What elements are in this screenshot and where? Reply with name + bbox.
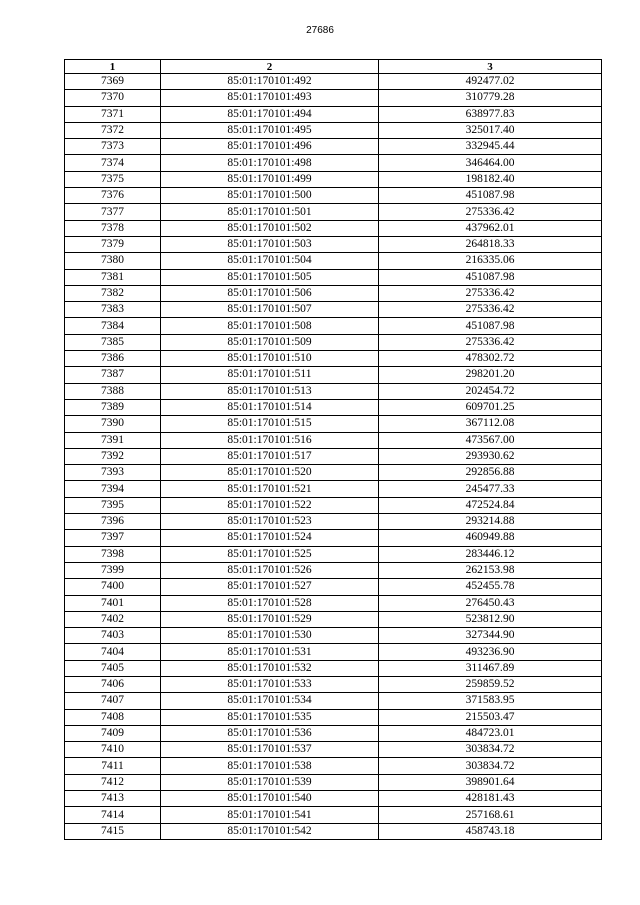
row-number-cell: 7379 [65, 236, 161, 252]
table-row [65, 628, 602, 644]
value-cell: 275336.42 [379, 204, 602, 220]
value-cell: 325017.40 [379, 122, 602, 138]
table-row [65, 334, 602, 350]
row-number-cell: 7392 [65, 448, 161, 464]
value-cell: 428181.43 [379, 791, 602, 807]
cadastral-number-cell: 85:01:170101:509 [161, 334, 379, 350]
row-number-cell: 7403 [65, 628, 161, 644]
table-row [65, 676, 602, 692]
table-row [65, 742, 602, 758]
row-number-cell: 7398 [65, 546, 161, 562]
value-cell: 293930.62 [379, 448, 602, 464]
cadastral-number-cell: 85:01:170101:523 [161, 514, 379, 530]
value-cell: 609701.25 [379, 399, 602, 415]
row-number-cell: 7411 [65, 758, 161, 774]
row-number-cell: 7372 [65, 122, 161, 138]
cadastral-number-cell: 85:01:170101:507 [161, 302, 379, 318]
value-cell: 262153.98 [379, 562, 602, 578]
cadastral-number-cell: 85:01:170101:494 [161, 106, 379, 122]
row-number-cell: 7413 [65, 791, 161, 807]
row-number-cell: 7408 [65, 709, 161, 725]
table-row [65, 465, 602, 481]
table-row [65, 90, 602, 106]
row-number-cell: 7378 [65, 220, 161, 236]
row-number-cell: 7394 [65, 481, 161, 497]
row-number-cell: 7371 [65, 106, 161, 122]
cadastral-number-cell: 85:01:170101:508 [161, 318, 379, 334]
cadastral-number-cell: 85:01:170101:506 [161, 285, 379, 301]
value-cell: 451087.98 [379, 318, 602, 334]
cadastral-number-cell: 85:01:170101:533 [161, 676, 379, 692]
value-cell: 283446.12 [379, 546, 602, 562]
row-number-cell: 7380 [65, 253, 161, 269]
row-number-cell: 7399 [65, 562, 161, 578]
table-row [65, 644, 602, 660]
cadastral-number-cell: 85:01:170101:537 [161, 742, 379, 758]
table-row [65, 514, 602, 530]
cadastral-number-cell: 85:01:170101:511 [161, 367, 379, 383]
page-number: 27686 [306, 25, 334, 36]
cadastral-number-cell: 85:01:170101:527 [161, 579, 379, 595]
row-number-cell: 7397 [65, 530, 161, 546]
row-number-cell: 7396 [65, 514, 161, 530]
cadastral-number-cell: 85:01:170101:529 [161, 611, 379, 627]
table-row [65, 758, 602, 774]
table-row [65, 823, 602, 839]
value-cell: 346464.00 [379, 155, 602, 171]
row-number-cell: 7381 [65, 269, 161, 285]
row-number-cell: 7383 [65, 302, 161, 318]
value-cell: 298201.20 [379, 367, 602, 383]
table-row [65, 122, 602, 138]
row-number-cell: 7407 [65, 693, 161, 709]
cadastral-number-cell: 85:01:170101:521 [161, 481, 379, 497]
value-cell: 327344.90 [379, 628, 602, 644]
row-number-cell: 7406 [65, 676, 161, 692]
value-cell: 202454.72 [379, 383, 602, 399]
table-row [65, 220, 602, 236]
row-number-cell: 7404 [65, 644, 161, 660]
table-row [65, 481, 602, 497]
table-row [65, 693, 602, 709]
row-number-cell: 7410 [65, 742, 161, 758]
value-cell: 276450.43 [379, 595, 602, 611]
cadastral-number-cell: 85:01:170101:493 [161, 90, 379, 106]
value-cell: 264818.33 [379, 236, 602, 252]
table-row [65, 269, 602, 285]
value-cell: 638977.83 [379, 106, 602, 122]
table-row [65, 204, 602, 220]
row-number-cell: 7412 [65, 774, 161, 790]
table-row [65, 595, 602, 611]
row-number-cell: 7385 [65, 334, 161, 350]
cadastral-number-cell: 85:01:170101:504 [161, 253, 379, 269]
row-number-cell: 7375 [65, 171, 161, 187]
value-cell: 437962.01 [379, 220, 602, 236]
table-row [65, 416, 602, 432]
cadastral-number-cell: 85:01:170101:531 [161, 644, 379, 660]
row-number-cell: 7391 [65, 432, 161, 448]
value-cell: 245477.33 [379, 481, 602, 497]
table-row [65, 399, 602, 415]
value-cell: 303834.72 [379, 758, 602, 774]
value-cell: 292856.88 [379, 465, 602, 481]
cadastral-number-cell: 85:01:170101:530 [161, 628, 379, 644]
table-row [65, 725, 602, 741]
table-row [65, 709, 602, 725]
row-number-cell: 7386 [65, 351, 161, 367]
row-number-cell: 7395 [65, 497, 161, 513]
row-number-cell: 7370 [65, 90, 161, 106]
cadastral-number-cell: 85:01:170101:502 [161, 220, 379, 236]
table-row [65, 74, 602, 90]
row-number-cell: 7384 [65, 318, 161, 334]
row-number-cell: 7393 [65, 465, 161, 481]
cadastral-number-cell: 85:01:170101:513 [161, 383, 379, 399]
table-row [65, 497, 602, 513]
row-number-cell: 7389 [65, 399, 161, 415]
column-header-1: 1 [65, 60, 161, 74]
value-cell: 472524.84 [379, 497, 602, 513]
table-row [65, 546, 602, 562]
value-cell: 492477.02 [379, 74, 602, 90]
row-number-cell: 7390 [65, 416, 161, 432]
cadastral-number-cell: 85:01:170101:514 [161, 399, 379, 415]
table-row [65, 253, 602, 269]
value-cell: 216335.06 [379, 253, 602, 269]
cadastral-number-cell: 85:01:170101:525 [161, 546, 379, 562]
row-number-cell: 7369 [65, 74, 161, 90]
table-row [65, 106, 602, 122]
table-row [65, 530, 602, 546]
row-number-cell: 7402 [65, 611, 161, 627]
row-number-cell: 7405 [65, 660, 161, 676]
row-number-cell: 7382 [65, 285, 161, 301]
row-number-cell: 7414 [65, 807, 161, 823]
cadastral-number-cell: 85:01:170101:540 [161, 791, 379, 807]
table-row [65, 791, 602, 807]
value-cell: 275336.42 [379, 334, 602, 350]
cadastral-number-cell: 85:01:170101:520 [161, 465, 379, 481]
table-row [65, 660, 602, 676]
cadastral-number-cell: 85:01:170101:532 [161, 660, 379, 676]
cadastral-number-cell: 85:01:170101:501 [161, 204, 379, 220]
row-number-cell: 7374 [65, 155, 161, 171]
table-row [65, 139, 602, 155]
table-row [65, 774, 602, 790]
table-body [65, 74, 602, 840]
value-cell: 398901.64 [379, 774, 602, 790]
table-row [65, 367, 602, 383]
value-cell: 259859.52 [379, 676, 602, 692]
table-header-row [65, 60, 602, 74]
cadastral-number-cell: 85:01:170101:528 [161, 595, 379, 611]
row-number-cell: 7387 [65, 367, 161, 383]
row-number-cell: 7409 [65, 725, 161, 741]
cadastral-number-cell: 85:01:170101:499 [161, 171, 379, 187]
value-cell: 523812.90 [379, 611, 602, 627]
table-row [65, 236, 602, 252]
value-cell: 458743.18 [379, 823, 602, 839]
cadastral-number-cell: 85:01:170101:539 [161, 774, 379, 790]
value-cell: 275336.42 [379, 302, 602, 318]
value-cell: 493236.90 [379, 644, 602, 660]
cadastral-number-cell: 85:01:170101:541 [161, 807, 379, 823]
cadastral-number-cell: 85:01:170101:505 [161, 269, 379, 285]
table-row [65, 383, 602, 399]
cadastral-number-cell: 85:01:170101:495 [161, 122, 379, 138]
table-row [65, 562, 602, 578]
row-number-cell: 7373 [65, 139, 161, 155]
value-cell: 367112.08 [379, 416, 602, 432]
table-row [65, 285, 602, 301]
value-cell: 303834.72 [379, 742, 602, 758]
cadastral-number-cell: 85:01:170101:524 [161, 530, 379, 546]
value-cell: 293214.88 [379, 514, 602, 530]
cadastral-number-cell: 85:01:170101:536 [161, 725, 379, 741]
table-row [65, 807, 602, 823]
value-cell: 478302.72 [379, 351, 602, 367]
table-row [65, 155, 602, 171]
value-cell: 332945.44 [379, 139, 602, 155]
cadastral-number-cell: 85:01:170101:498 [161, 155, 379, 171]
value-cell: 451087.98 [379, 269, 602, 285]
row-number-cell: 7401 [65, 595, 161, 611]
cadastral-number-cell: 85:01:170101:534 [161, 693, 379, 709]
value-cell: 484723.01 [379, 725, 602, 741]
table-row [65, 432, 602, 448]
table-row [65, 171, 602, 187]
value-cell: 310779.28 [379, 90, 602, 106]
cadastral-number-cell: 85:01:170101:503 [161, 236, 379, 252]
value-cell: 371583.95 [379, 693, 602, 709]
cadastral-number-cell: 85:01:170101:535 [161, 709, 379, 725]
value-cell: 215503.47 [379, 709, 602, 725]
cadastral-number-cell: 85:01:170101:526 [161, 562, 379, 578]
cadastral-number-cell: 85:01:170101:515 [161, 416, 379, 432]
cadastral-number-cell: 85:01:170101:496 [161, 139, 379, 155]
cadastral-number-cell: 85:01:170101:492 [161, 74, 379, 90]
value-cell: 257168.61 [379, 807, 602, 823]
cadastral-number-cell: 85:01:170101:516 [161, 432, 379, 448]
value-cell: 451087.98 [379, 188, 602, 204]
cadastral-number-cell: 85:01:170101:517 [161, 448, 379, 464]
row-number-cell: 7400 [65, 579, 161, 595]
cadastral-number-cell: 85:01:170101:538 [161, 758, 379, 774]
value-cell: 473567.00 [379, 432, 602, 448]
row-number-cell: 7415 [65, 823, 161, 839]
table-row [65, 579, 602, 595]
data-table [64, 59, 602, 840]
cadastral-number-cell: 85:01:170101:500 [161, 188, 379, 204]
value-cell: 311467.89 [379, 660, 602, 676]
column-header-3: 3 [379, 60, 602, 74]
row-number-cell: 7376 [65, 188, 161, 204]
table-row [65, 188, 602, 204]
cadastral-number-cell: 85:01:170101:510 [161, 351, 379, 367]
row-number-cell: 7388 [65, 383, 161, 399]
value-cell: 275336.42 [379, 285, 602, 301]
cadastral-number-cell: 85:01:170101:522 [161, 497, 379, 513]
table-row [65, 318, 602, 334]
table-row [65, 302, 602, 318]
table-row [65, 611, 602, 627]
table-row [65, 351, 602, 367]
cadastral-number-cell: 85:01:170101:542 [161, 823, 379, 839]
value-cell: 452455.78 [379, 579, 602, 595]
value-cell: 460949.88 [379, 530, 602, 546]
column-header-2: 2 [161, 60, 379, 74]
table-row [65, 448, 602, 464]
row-number-cell: 7377 [65, 204, 161, 220]
value-cell: 198182.40 [379, 171, 602, 187]
